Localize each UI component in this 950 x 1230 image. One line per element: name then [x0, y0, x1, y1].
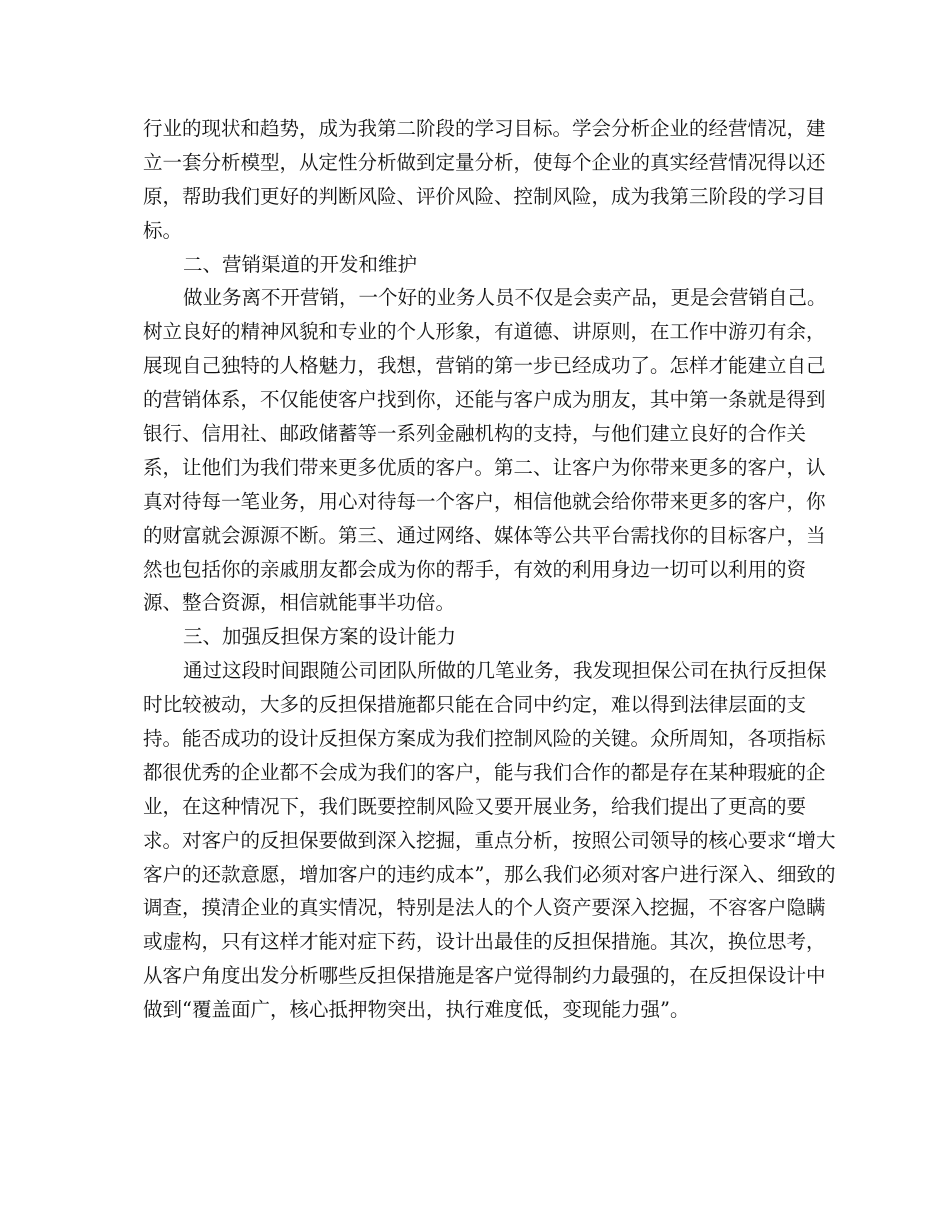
text-line: 标。 [143, 218, 183, 242]
text-line: 然也包括你的亲戚朋友都会成为你的帮手，有效的利用身边一切可以利用的资 [143, 557, 807, 581]
text-line: 通过这段时间跟随公司团队所做的几笔业务，我发现担保公司在执行反担保 [183, 659, 827, 683]
text-line: 调查，摸清企业的真实情况，特别是法人的个人资产要深入挖掘，不容客户隐瞒 [143, 896, 826, 920]
text-line: 源、整合资源，相信就能事半功倍。 [143, 591, 456, 615]
text-line: 都很优秀的企业都不会成为我们的客户，能与我们合作的都是存在某种瑕疵的企 [143, 760, 826, 784]
text-line: 立一套分析模型，从定性分析做到定量分析，使每个企业的真实经营情况得以还 [143, 150, 826, 174]
text-line: 银行、信用社、邮政储蓄等一系列金融机构的支持，与他们建立良好的合作关 [143, 422, 807, 446]
text-line: 真对待每一笔业务，用心对待每一个客户，相信他就会给你带来更多的客户，你 [143, 489, 826, 513]
text-line: 行业的现状和趋势，成为我第二阶段的学习目标。学会分析企业的经营情况，建 [143, 117, 826, 140]
text-line: 树立良好的精神风貌和专业的个人形象，有道德、讲原则，在工作中游刃有余， [143, 320, 826, 344]
text-line: 做业务离不开营销，一个好的业务人员不仅是会卖产品，更是会营销自己。 [183, 286, 827, 310]
text-line: 三、加强反担保方案的设计能力 [183, 625, 457, 649]
text-line: 的财富就会源源不断。第三、通过网络、媒体等公共平台需找你的目标客户，当 [143, 523, 826, 547]
text-line: 求。对客户的反担保要做到深入挖掘，重点分析，按照公司领导的核心要求“增大 [143, 828, 836, 852]
text-line: 业，在这种情况下，我们既要控制风险又要开展业务，给我们提出了更高的要 [143, 794, 807, 818]
text-line: 系，让他们为我们带来更多优质的客户。第二、让客户为你带来更多的客户，认 [143, 455, 826, 479]
document-body [143, 112, 836, 1027]
text-line: 二、营销渠道的开发和维护 [183, 252, 418, 276]
text-line: 客户的还款意愿，增加客户的违约成本”，那么我们必须对客户进行深入、细致的 [143, 862, 836, 886]
text-line: 从客户角度出发分析哪些反担保措施是客户觉得制约力最强的，在反担保设计中 [143, 964, 826, 988]
text-line: 或虚构，只有这样才能对症下药，设计出最佳的反担保措施。其次，换位思考， [143, 930, 826, 954]
text-line: 展现自己独特的人格魅力，我想，营销的第一步已经成功了。怎样才能建立自己 [143, 354, 826, 378]
text-line: 做到“覆盖面广，核心抵押物突出，执行难度低，变现能力强”。 [143, 998, 690, 1022]
text-line: 的营销体系，不仅能使客户找到你，还能与客户成为朋友，其中第一条就是得到 [143, 388, 826, 412]
text-line: 原，帮助我们更好的判断风险、评价风险、控制风险，成为我第三阶段的学习目 [143, 184, 826, 208]
text-line: 时比较被动，大多的反担保措施都只能在合同中约定，难以得到法律层面的支 [143, 693, 807, 717]
text-line: 持。能否成功的设计反担保方案成为我们控制风险的关键。众所周知，各项指标 [143, 727, 826, 751]
